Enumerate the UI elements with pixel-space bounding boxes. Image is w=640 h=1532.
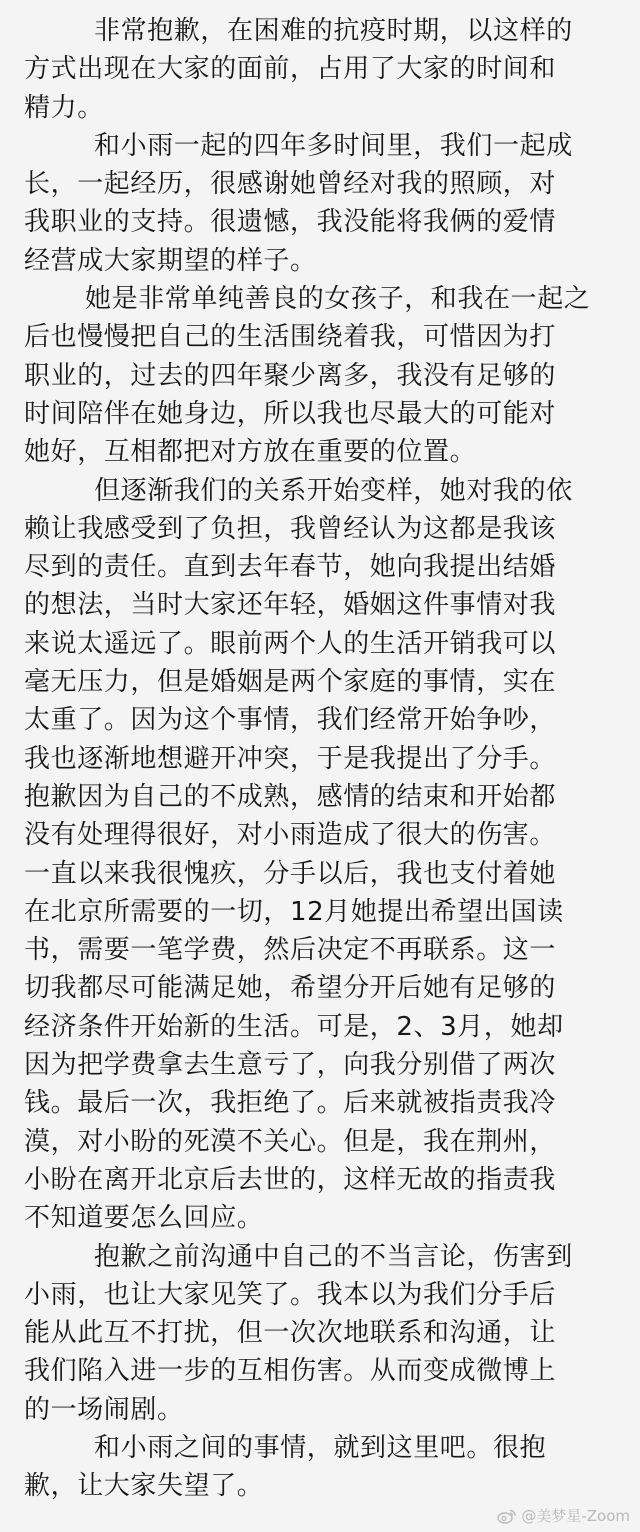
text-line: 来说太遥远了。眼前两个人的生活开销我可以 <box>24 628 557 659</box>
text-line: 漠，对小盼的死漠不关心。但是，我在荆州， <box>24 1126 557 1157</box>
text-line: 时间陪伴在她身边，所以我也尽最大的可能对 <box>24 398 557 429</box>
text-line: 因为把学费拿去生意亏了，向我分别借了两次 <box>24 1050 557 1081</box>
text-line: 她是非常单纯善良的女孩子，和我在一起之 <box>85 284 591 315</box>
text-line: 抱歉因为自己的不成熟，感情的结束和开始都 <box>24 781 557 812</box>
statement-text <box>24 12 624 1506</box>
text-line: 经营成大家期望的样子。 <box>24 245 317 276</box>
text-line: 能从此互不打扰，但一次次地联系和沟通，让 <box>24 1318 557 1349</box>
paragraph <box>24 472 624 1238</box>
paragraph <box>24 1429 624 1506</box>
paragraph <box>24 1238 624 1429</box>
text-line: 毫无压力，但是婚姻是两个家庭的事情，实在 <box>24 667 557 698</box>
text-line: 但逐渐我们的关系开始变样，她对我的依 <box>94 475 573 506</box>
text-line: 方式出现在大家的面前，占用了大家的时间和 <box>24 54 557 85</box>
paragraph <box>24 280 624 471</box>
text-line: 歉，让大家失望了。 <box>24 1471 264 1502</box>
paragraph <box>24 127 624 280</box>
text-line: 抱歉之前沟通中自己的不当言论，伤害到 <box>94 1241 573 1272</box>
text-line: 书，需要一笔学费，然后决定不再联系。这一 <box>24 935 557 966</box>
text-line: 经济条件开始新的生活。可是，2、3月，她却 <box>24 1011 564 1042</box>
text-line: 尽到的责任。直到去年春节，她向我提出结婚 <box>24 552 557 583</box>
text-line: 精力。 <box>24 92 104 123</box>
text-line: 小盼在离开北京后去世的，这样无故的指责我 <box>24 1164 557 1195</box>
text-line: 钱。最后一次，我拒绝了。后来就被指责我冷 <box>24 1088 557 1119</box>
text-line: 小雨，也让大家见笑了。我本以为我们分手后 <box>24 1279 557 1310</box>
text-line: 赖让我感受到了负担，我曾经认为这都是我该 <box>24 513 557 544</box>
text-line: 在北京所需要的一切，12月她提出希望出国读 <box>24 896 564 927</box>
text-line: 我也逐渐地想避开冲突，于是我提出了分手。 <box>24 743 557 774</box>
text-line: 太重了。因为这个事情，我们经常开始争吵， <box>24 705 557 736</box>
text-line: 的一场闹剧。 <box>24 1394 184 1425</box>
text-line: 切我都尽可能满足她，希望分开后她有足够的 <box>24 973 557 1004</box>
text-line: 后也慢慢把自己的生活围绕着我，可惜因为打 <box>24 322 557 353</box>
text-line: 她好，互相都把对方放在重要的位置。 <box>24 437 477 468</box>
watermark-text: @美梦星-Zoom <box>521 1507 630 1525</box>
text-line: 和小雨之间的事情，就到这里吧。很抱 <box>94 1432 547 1463</box>
weibo-watermark <box>497 1505 630 1526</box>
paragraph <box>24 12 624 127</box>
text-line: 不知道要怎么回应。 <box>24 1203 264 1234</box>
weibo-logo-icon <box>497 1508 517 1524</box>
text-line: 没有处理得很好，对小雨造成了很大的伤害。 <box>24 820 557 851</box>
text-line: 长，一起经历，很感谢她曾经对我的照顾，对 <box>24 169 557 200</box>
text-line: 职业的，过去的四年聚少离多，我没有足够的 <box>24 360 557 391</box>
text-line: 和小雨一起的四年多时间里，我们一起成 <box>94 130 573 161</box>
text-line: 我职业的支持。很遗憾，我没能将我俩的爱情 <box>24 207 557 238</box>
text-line: 一直以来我很愧疚，分手以后，我也支付着她 <box>24 858 557 889</box>
text-line: 我们陷入进一步的互相伤害。从而变成微博上 <box>24 1356 557 1387</box>
text-line: 非常抱歉，在困难的抗疫时期，以这样的 <box>94 16 573 46</box>
text-line: 的想法，当时大家还年轻，婚姻这件事情对我 <box>24 590 557 621</box>
